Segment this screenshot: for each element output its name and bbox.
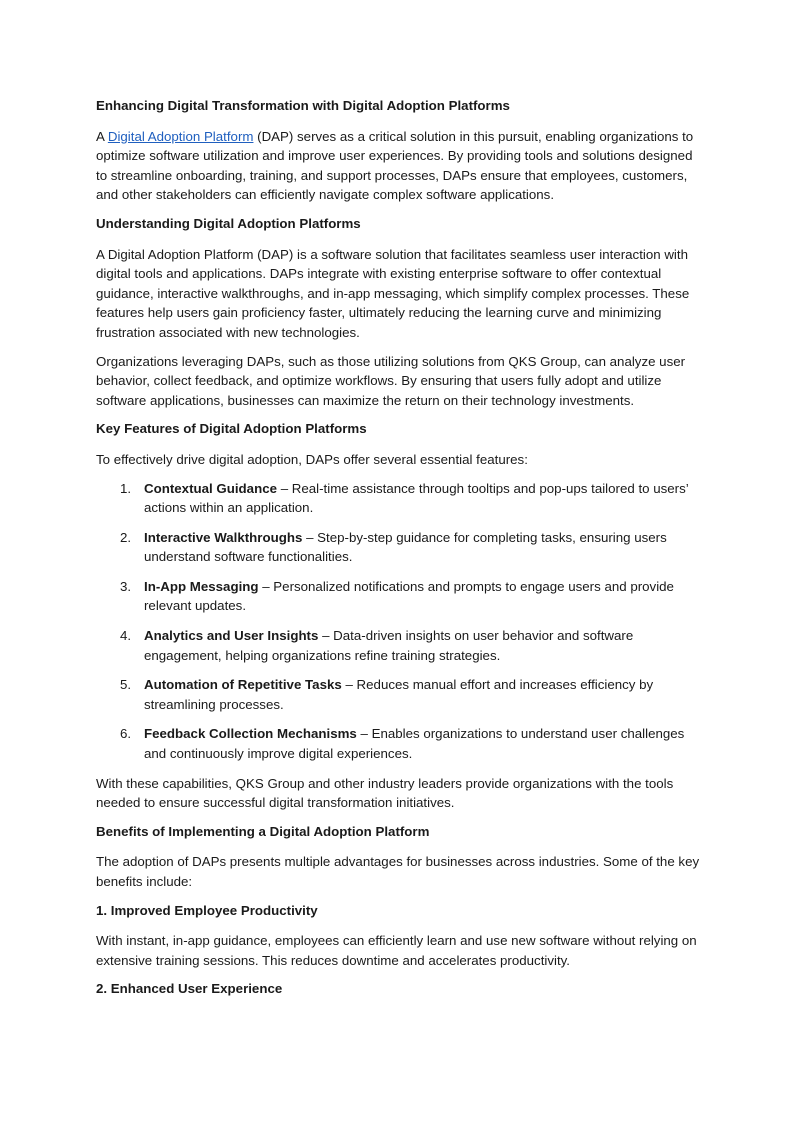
subheading-productivity: 1. Improved Employee Productivity (96, 902, 318, 918)
feature-term: Feedback Collection Mechanisms (144, 726, 357, 742)
feature-desc: – Reduces manual effort and increases efficiency by streamlining processes. (144, 677, 654, 712)
section-heading-benefits: Benefits of Implementing a Digital Adoption Platform (96, 823, 430, 839)
list-number: 4. (120, 628, 132, 644)
list-number: 5. (120, 677, 132, 693)
list-item (96, 724, 700, 763)
list-item (96, 626, 700, 665)
document-title: Enhancing Digital Transformation with Digital Adoption Platforms (96, 98, 510, 113)
feature-term: Automation of Repetitive Tasks (144, 677, 342, 693)
feature-list (96, 479, 700, 764)
feature-term: In-App Messaging (144, 578, 259, 594)
list-number: 1. (120, 480, 132, 496)
feature-desc: – Step-by-step guidance for completing tasks, ensuring users understand software functionalities. (144, 529, 667, 565)
benefits-lead: The adoption of DAPs presents multiple advantages for businesses across industries. Some of the key benefits include: (96, 854, 700, 889)
feature-desc: – Enables organizations to understand user challenges and continuously improve digital experiences. (144, 726, 685, 762)
intro-paragraph (96, 127, 700, 205)
section-heading-understanding: Understanding Digital Adoption Platforms (96, 215, 361, 231)
subheading-user-experience: 2. Enhanced User Experience (96, 981, 283, 997)
feature-desc: – Real-time assistance through tooltips and pop-ups tailored to users’ actions within an application. (144, 480, 689, 516)
feature-term: Analytics and User Insights (144, 628, 319, 644)
feature-term: Contextual Guidance (144, 480, 277, 496)
key-features-lead: To effectively drive digital adoption, DAPs offer several essential features: (96, 451, 528, 467)
list-number: 2. (120, 529, 132, 545)
list-item (96, 577, 700, 616)
list-item (96, 528, 700, 567)
intro-rest: (DAP) serves as a critical solution in this pursuit, enabling organizations to optimize software utilization and improve user experiences. By providing tools and solutions designed to streamline onboarding, training, and support processes, DAPs ensure that employees, customers, and other stakeholders can efficiently navigate complex software applications. (96, 128, 694, 203)
list-item (96, 675, 700, 714)
list-item (96, 479, 700, 518)
section-heading-key-features: Key Features of Digital Adoption Platforms (96, 421, 367, 437)
understanding-paragraph-2: Organizations leveraging DAPs, such as those utilizing solutions from QKS Group, can analyze user behavior, collect feedback, and optimize workflows. By ensuring that users fully adopt and utilize software applications, businesses can maximize the return on their technology investments. (96, 353, 686, 408)
feature-desc: – Personalized notifications and prompts to engage users and provide relevant updates. (144, 578, 674, 614)
feature-term: Interactive Walkthroughs (144, 529, 303, 545)
list-number: 6. (120, 726, 132, 742)
dap-link[interactable]: Digital Adoption Platform (107, 128, 254, 144)
feature-desc: – Data-driven insights on user behavior and software engagement, helping organizations refine training strategies. (144, 628, 634, 663)
intro-prefix: A (96, 128, 108, 144)
document-page (96, 96, 700, 1010)
understanding-paragraph-1: A Digital Adoption Platform (DAP) is a software solution that facilitates seamless user interaction with digital tools and applications. DAPs integrate with existing enterprise software to offer contextual guidance, interactive walkthroughs, and in-app messaging, which simplify complex processes. These features help users gain proficiency faster, ultimately reducing the learning curve and minimizing frustration associated with new technologies. (96, 246, 690, 340)
key-features-closing: With these capabilities, QKS Group and other industry leaders provide organizations with the tools needed to ensure successful digital transformation initiatives. (96, 775, 674, 811)
productivity-paragraph: With instant, in-app guidance, employees can efficiently learn and use new software without relying on extensive training sessions. This reduces downtime and accelerates productivity. (96, 933, 697, 968)
list-number: 3. (120, 578, 132, 594)
